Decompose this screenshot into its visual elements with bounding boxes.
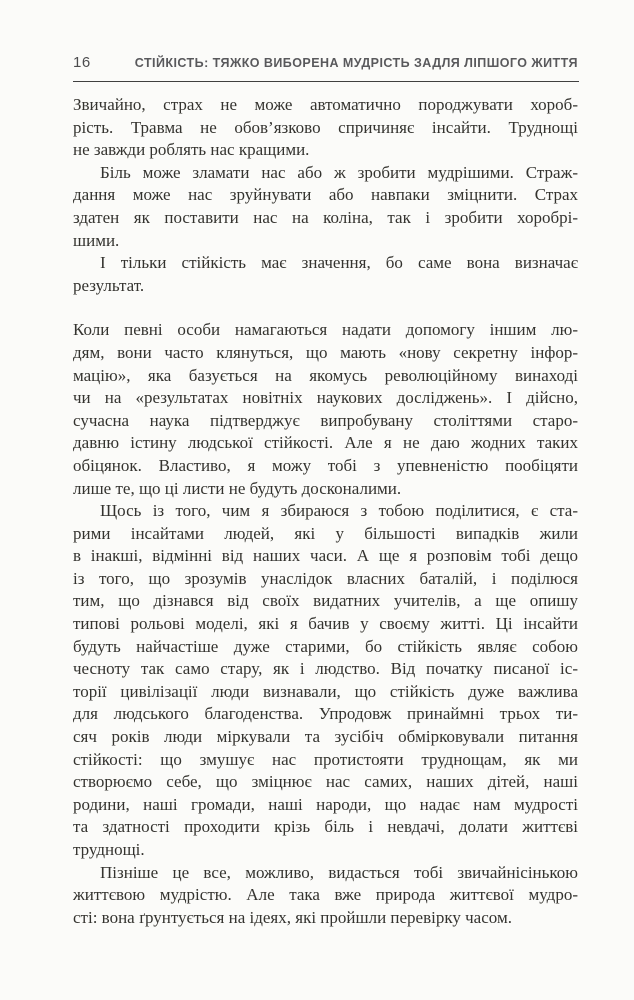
body-line: рими інсайтами людей, які у більшості випадків жили: [73, 523, 578, 543]
body-line: тим, що дізнався від своїх видатних учителів, а ще опишу: [73, 591, 578, 611]
body-line: Звичайно, страх не може автоматично породжувати хороб-: [73, 95, 578, 114]
body-line: здатен як поставити нас на коліна, так і зробити хоробрі-: [73, 207, 578, 227]
body-line: Коли певні особи намагаються надати допомогу іншим лю-: [73, 320, 578, 340]
body-line: дання може нас зруйнувати або навпаки зміцнити. Страх: [73, 185, 578, 205]
body-line: Пізніше це все, можливо, видасться тобі звичайнісінькою: [100, 862, 578, 882]
body-line: шими.: [73, 230, 120, 250]
body-line: Щось із того, чим я збираюся з тобою поділитися, є ста-: [100, 501, 578, 521]
body-line: не завжди роблять нас кращими.: [73, 140, 310, 160]
body-line: в інакші, відмінні від наших часи. А ще я розповім тобі дещо: [73, 546, 578, 566]
paragraph: [73, 162, 578, 252]
body-line: мацію», яка базується на якомусь революційному винаході: [73, 365, 578, 385]
body-line: чи на «результатах новітніх наукових досліджень». І дійсно,: [73, 388, 578, 408]
page-number: 16: [73, 54, 91, 71]
body-line: результат.: [73, 275, 145, 295]
body-line: дям, вони часто клянуться, що мають «нову секретну інфор-: [73, 342, 578, 362]
paragraph: [73, 319, 578, 500]
body-line: чесноту так само стару, як і людство. Від початку писаної іс-: [73, 659, 578, 679]
body-line: сучасна наука підтверджує випробувану століттями старо-: [73, 410, 578, 430]
body-line: для людського благоденства. Упродовж принаймні трьох ти-: [73, 704, 578, 724]
body-line: життєвою мудрістю. Але така вже природа життєвої мудро-: [73, 885, 578, 905]
paragraph: [73, 500, 578, 862]
body-line: родини, наші громади, наші народи, що надає нам мудрості: [73, 794, 578, 814]
body-line: сяч років люди міркували та зусібіч обмірковували питання: [73, 727, 578, 747]
paragraph: [73, 862, 578, 930]
body-line: сті: вона ґрунтується на ідеях, які пройшли перевірку часом.: [73, 907, 512, 927]
running-header: [73, 54, 578, 71]
body-line: І тільки стійкість має значення, бо саме вона визначає: [100, 253, 578, 273]
page-body: [73, 94, 578, 929]
body-line: із того, що зрозумів унаслідок власних баталій, і поділюся: [73, 568, 578, 588]
body-line: лише те, що ці листи не будуть досконалими.: [73, 478, 402, 498]
body-line: торії цивілізації люди визнавали, що стійкість дуже важлива: [73, 681, 578, 701]
body-line: будуть найчастіше дуже старими, бо стійкість являє собою: [73, 636, 578, 656]
body-line: Біль може зламати нас або ж зробити мудрішими. Страж-: [100, 162, 578, 182]
header-rule: [73, 81, 579, 82]
body-line: та здатності проходити крізь біль і невдачі, долати життєві: [73, 817, 578, 837]
body-line: обіцянок. Властиво, я можу тобі з упевненістю пообіцяти: [73, 455, 578, 475]
body-line: створюємо себе, що зміцнює нас самих, наших дітей, наші: [73, 772, 578, 792]
paragraph: [73, 252, 578, 297]
body-line: труднощі.: [73, 840, 145, 859]
body-line: рість. Травма не обов’язково спричиняє інсайти. Труднощі: [73, 117, 578, 137]
body-line: типові рольові моделі, які я бачив у своєму житті. Ці інсайти: [73, 614, 578, 634]
body-line: стійкості: що змушує нас протистояти труднощам, як ми: [73, 749, 578, 769]
running-title: СТІЙКІСТЬ: ТЯЖКО ВИБОРЕНА МУДРІСТЬ ЗАДЛЯ ЛІПШОГО ЖИТТЯ: [134, 56, 578, 70]
body-line: давню істину людської стійкості. Але я не даю жодних таких: [73, 433, 578, 453]
paragraph: [73, 94, 578, 162]
